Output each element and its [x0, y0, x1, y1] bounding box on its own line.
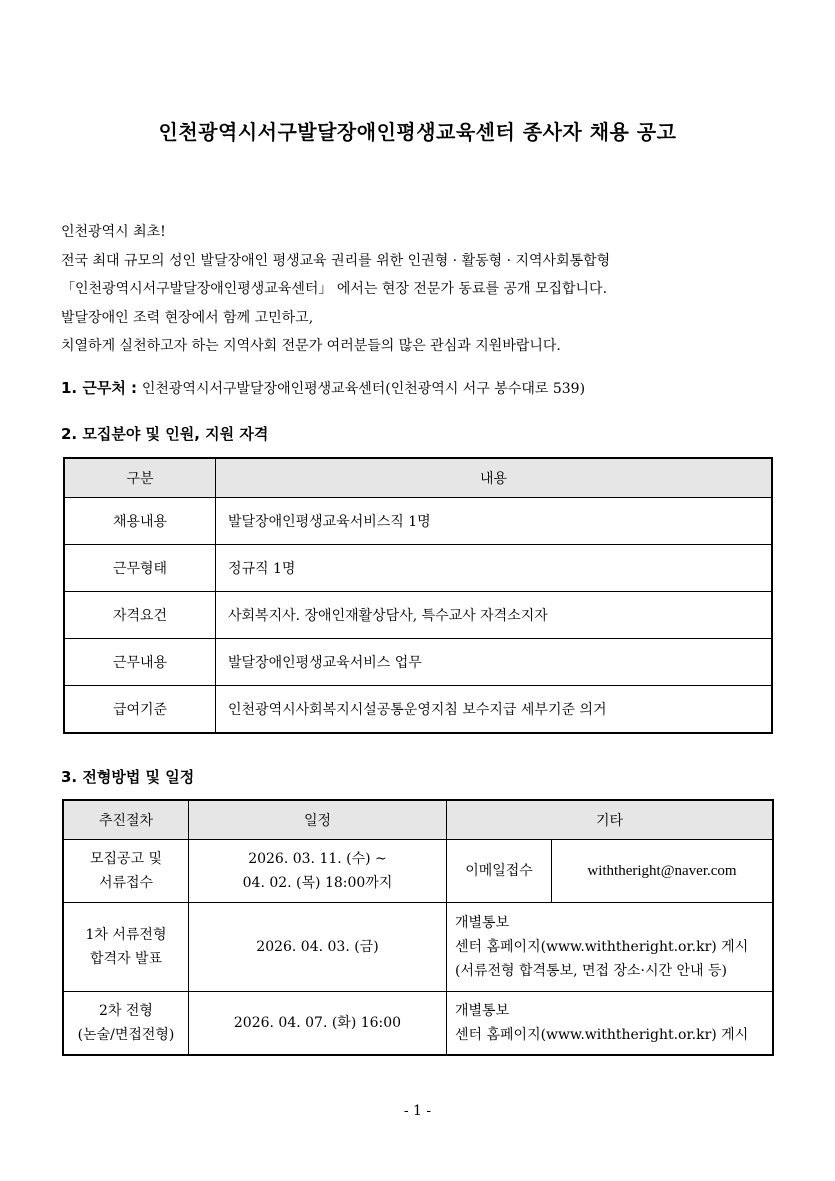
page-title: 인천광역시서구발달장애인평생교육센터 종사자 채용 공고 — [158, 120, 677, 144]
step-cell — [63, 840, 189, 903]
section-1-heading — [61, 377, 585, 398]
row-value: 발달장애인평생교육서비스 업무 — [216, 639, 773, 686]
intro-line: 인천광역시 최초! — [61, 224, 166, 240]
table-row — [64, 498, 772, 545]
row-value: 발달장애인평생교육서비스직 1명 — [216, 498, 773, 545]
section-1-value: 인천광역시서구발달장애인평생교육센터(인천광역시 서구 봉수대로 539) — [141, 381, 586, 397]
intro-line: 발달장애인 조력 현장에서 함께 고민하고, — [61, 309, 314, 326]
recruitment-table — [63, 457, 773, 734]
note-line: (서류전형 합격통보, 면접 장소·시간 안내 등) — [455, 963, 727, 979]
row-value: 인천광역시사회복지시설공통운영지침 보수지급 세부기준 의거 — [216, 686, 773, 734]
section-1-label: 1. 근무처 : — [61, 379, 138, 397]
note-cell — [447, 903, 774, 992]
table-row — [63, 903, 773, 992]
table-header-cell: 구분 — [64, 458, 216, 498]
table-header-cell: 일정 — [189, 800, 447, 840]
row-label: 근무형태 — [64, 545, 216, 592]
table-row — [64, 639, 772, 686]
row-value: 정규직 1명 — [216, 545, 773, 592]
page-number: - 1 - — [403, 1103, 432, 1119]
table-header-cell: 기타 — [447, 800, 774, 840]
step-cell — [63, 903, 189, 992]
schedule-line: 2026. 04. 03. (금) — [256, 939, 379, 955]
note-cell — [447, 992, 774, 1055]
schedule-line: 04. 02. (목) 18:00까지 — [242, 875, 393, 891]
intro-line: 치열하게 실천하고자 하는 지역사회 전문가 여러분들의 많은 관심과 지원바랍니다. — [61, 338, 561, 354]
table-row — [63, 992, 773, 1055]
table-header-row — [64, 458, 772, 498]
row-label: 자격요건 — [64, 592, 216, 639]
table-row — [64, 686, 772, 734]
table-header-row — [63, 800, 773, 840]
section-2-heading — [61, 423, 268, 444]
intro-paragraph — [61, 218, 781, 361]
section-2-heading-text: 2. 모집분야 및 인원, 지원 자격 — [61, 425, 269, 443]
table-row — [64, 592, 772, 639]
schedule-cell — [189, 840, 447, 903]
section-3-heading-text: 3. 전형방법 및 일정 — [61, 768, 195, 786]
row-value: 사회복지사. 장애인재활상담사, 특수교사 자격소지자 — [216, 592, 773, 639]
note-line: 개별통보 — [455, 1002, 510, 1019]
step-line: 합격자 발표 — [89, 951, 163, 967]
schedule-line: 2026. 04. 07. (화) 16:00 — [233, 1014, 402, 1031]
schedule-cell — [189, 992, 447, 1055]
step-line: (논술/면접전형) — [77, 1026, 175, 1043]
schedule-cell — [189, 903, 447, 992]
section-3-heading — [61, 766, 194, 787]
table-header-cell: 추진절차 — [63, 800, 189, 840]
step-cell — [63, 992, 189, 1055]
row-label: 근무내용 — [64, 639, 216, 686]
step-line: 1차 서류전형 — [85, 927, 167, 943]
table-row — [63, 840, 773, 903]
step-line: 2차 전형 — [99, 1002, 153, 1019]
note-line: 센터 홈페이지(www.withtheright.or.kr) 게시 — [455, 1026, 749, 1043]
step-line: 서류접수 — [98, 875, 154, 891]
intro-line: 「인천광역시서구발달장애인평생교육센터」 에서는 현장 전문가 동료를 공개 모집합니다. — [61, 281, 608, 297]
schedule-line: 2026. 03. 11. (수) ~ — [248, 851, 387, 867]
row-label: 급여기준 — [64, 686, 216, 734]
row-label: 채용내용 — [64, 498, 216, 545]
note-label-cell: 이메일접수 — [447, 840, 552, 903]
note-line: 센터 홈페이지(www.withtheright.or.kr) 게시 — [455, 939, 749, 955]
schedule-table — [62, 799, 774, 1056]
step-line: 모집공고 및 — [89, 851, 163, 867]
email-address: withtheright@naver.com — [552, 840, 774, 903]
table-row — [64, 545, 772, 592]
note-line: 개별통보 — [455, 915, 510, 931]
intro-line: 전국 최대 규모의 성인 발달장애인 평생교육 권리를 위한 인권형 · 활동형 · 지역사회통합형 — [61, 252, 611, 269]
table-header-cell: 내용 — [216, 458, 773, 498]
